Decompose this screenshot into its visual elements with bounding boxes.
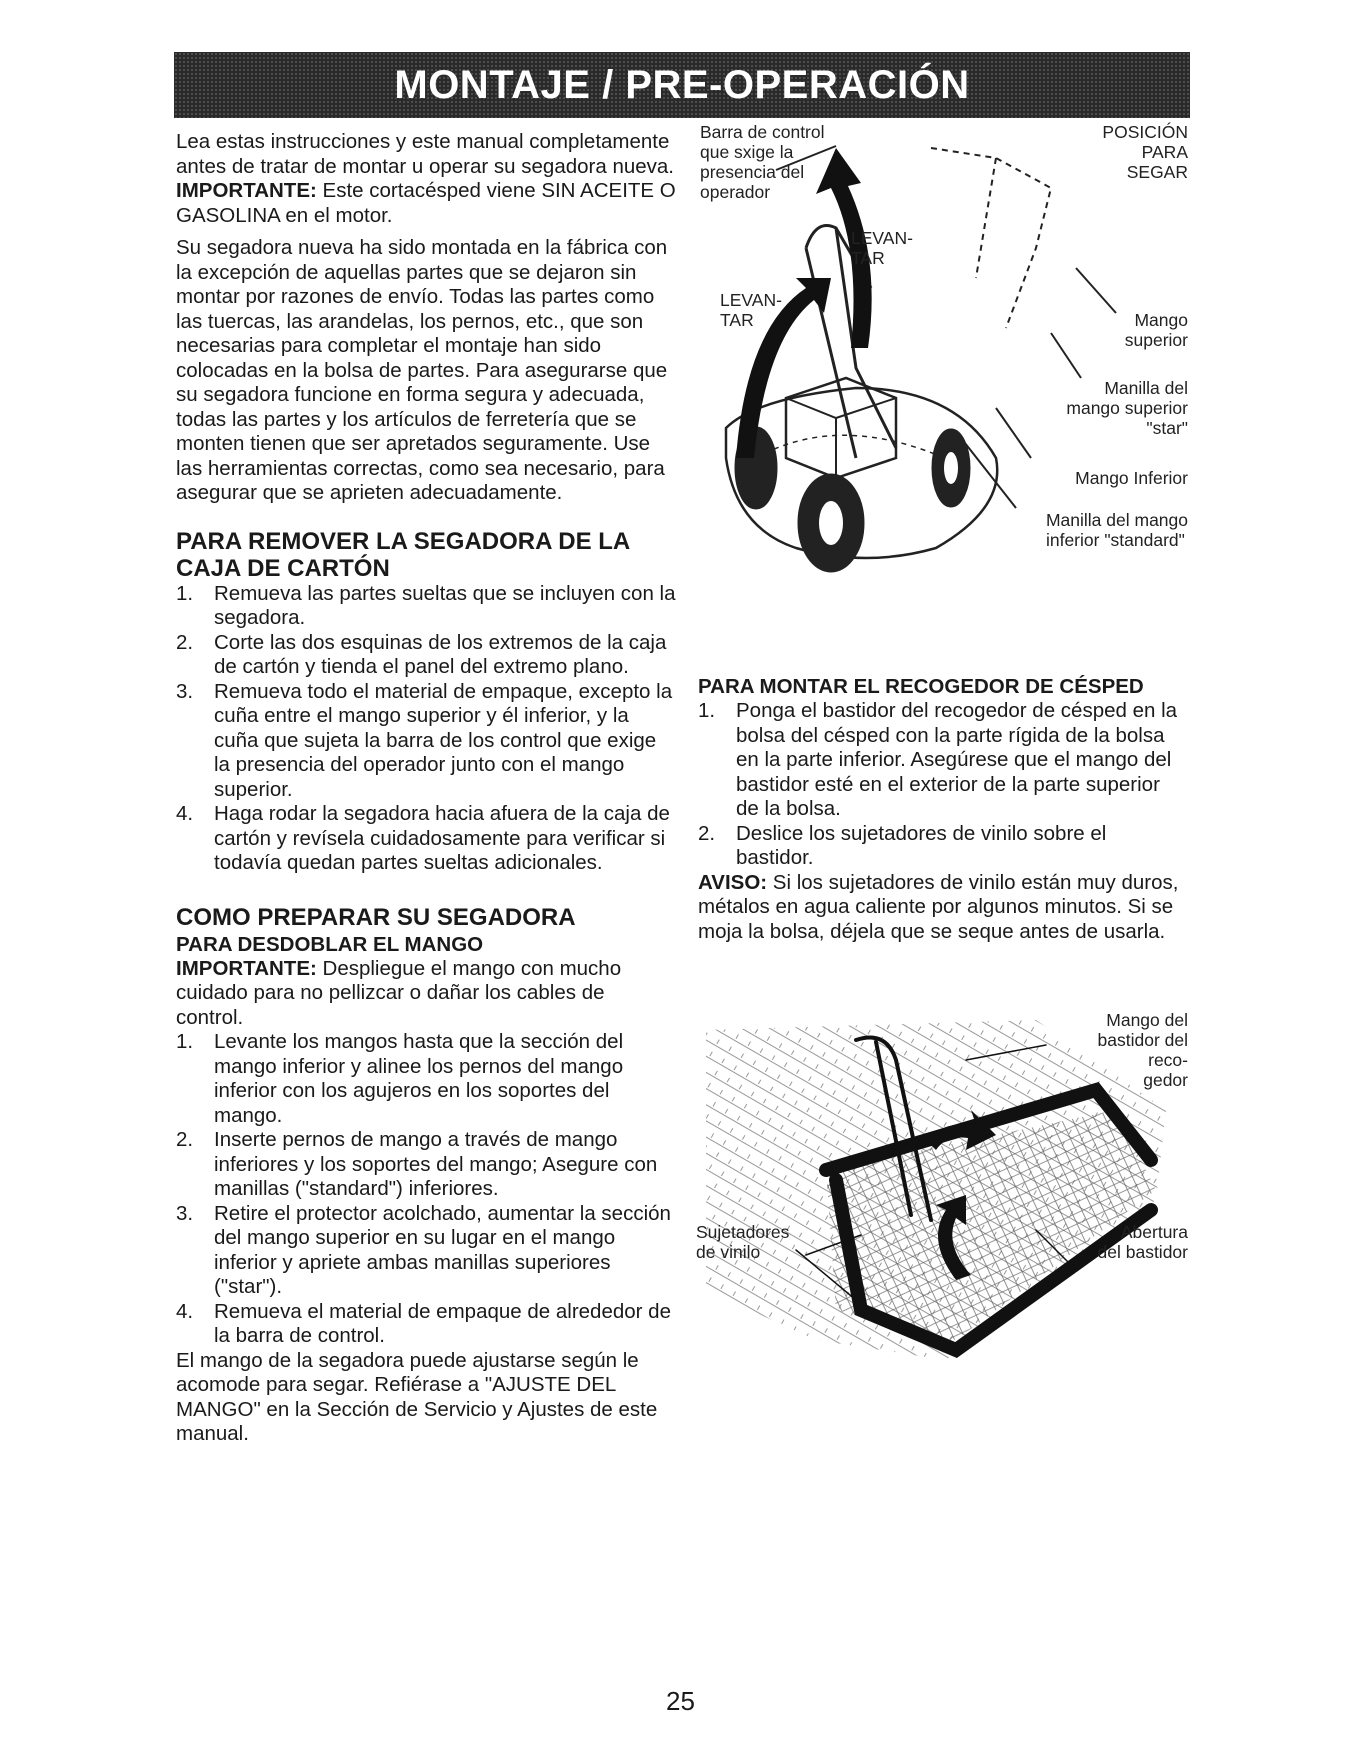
label-lift-lower	[720, 290, 782, 330]
label-lower-knob	[1046, 510, 1188, 550]
step-text: Inserte pernos de mango a través de mango inferiores y los soportes del mango; Asegure con manillas ("standard") inferiores.	[214, 1128, 658, 1200]
step-number: 1.	[698, 699, 716, 722]
label-frame-handle-text: Mango del bastidor del reco- gedor	[1097, 1010, 1188, 1090]
step-text: Corte las dos esquinas de los extremos de la caja de cartón y tienda el panel del extremo plano.	[214, 630, 667, 678]
step-number: 1.	[176, 1030, 194, 1053]
step-text: Levante los mangos hasta que la sección del mango inferior y alinee los pernos del mango inferior con los agujeros en los soportes del mango.	[214, 1030, 624, 1127]
label-lift-upper	[851, 228, 913, 268]
label-upper-knob-text: Manilla del mango superior "star"	[1066, 378, 1188, 438]
list-item	[176, 1128, 676, 1202]
label-upper-handle-text: Mango superior	[1124, 310, 1188, 350]
important-text: Este cortacésped viene SIN ACEITE O GASOLINA en el motor.	[176, 179, 676, 227]
page-title-banner	[174, 52, 1190, 118]
label-control-bar	[700, 122, 825, 202]
list-item	[176, 1030, 676, 1128]
remove-steps	[176, 582, 676, 876]
step-number: 2.	[176, 1128, 194, 1151]
prepare-subheading: PARA DESDOBLAR EL MANGO	[176, 932, 484, 956]
label-upper-handle	[1125, 310, 1188, 350]
step-text: Retire el protector acolchado, aumentar la sección del mango superior en su lugar en el mango inferior y apriete ambas manillas superiores ("star").	[214, 1201, 671, 1298]
list-item	[176, 802, 676, 876]
step-number: 3.	[176, 679, 194, 703]
list-item	[698, 822, 1188, 871]
label-frame-opening	[1098, 1222, 1188, 1262]
label-mowing-position-text: POSICIÓN PARA SEGAR	[1102, 122, 1188, 182]
label-lift-upper-text: LEVAN- TAR	[851, 228, 913, 268]
step-number: 4.	[176, 802, 194, 825]
intro-paragraph: Lea estas instrucciones y este manual completamente antes de tratar de montar u operar su segadora nueva.	[176, 130, 675, 178]
step-number: 2.	[176, 630, 194, 654]
label-frame-opening-text: Abertura del bastidor	[1097, 1222, 1188, 1262]
notice-text: Si los sujetadores de vinilo están muy duros, métalos en agua caliente por algunos minutos. Si se moja la bolsa, déjela que se seque antes de usarla.	[698, 870, 1179, 943]
important-label: IMPORTANTE:	[176, 179, 317, 202]
step-text: Haga rodar la segadora hacia afuera de la caja de cartón y revísela cuidadosamente para verificar si todavía quedan partes sueltas adicionales.	[214, 802, 670, 874]
label-vinyl-clips	[696, 1222, 789, 1262]
left-column	[176, 130, 676, 1447]
list-item	[176, 1300, 676, 1349]
notice-label: AVISO:	[698, 870, 768, 894]
step-number: 2.	[698, 821, 716, 845]
intro-important	[176, 179, 676, 228]
prepare-heading: COMO PREPARAR SU SEGADORA	[176, 903, 576, 931]
important-label: IMPORTANTE:	[176, 956, 317, 980]
label-lower-handle	[1075, 468, 1188, 488]
list-item	[176, 631, 676, 680]
list-item	[176, 680, 676, 803]
step-text: Deslice los sujetadores de vinilo sobre el bastidor.	[736, 821, 1107, 869]
list-item	[176, 1202, 676, 1300]
remove-heading: PARA REMOVER LA SEGADORA DE LA CAJA DE CARTÓN	[176, 527, 630, 582]
grass-heading: PARA MONTAR EL RECOGEDOR DE CÉSPED	[698, 675, 1144, 698]
right-column	[698, 675, 1188, 944]
grass-notice	[698, 871, 1188, 945]
label-mowing-position	[1102, 122, 1188, 182]
label-vinyl-clips-text: Sujetadores de vinilo	[696, 1222, 790, 1262]
step-text: Remueva las partes sueltas que se incluyen con la segadora.	[214, 581, 676, 629]
step-number: 1.	[176, 581, 194, 605]
label-lift-lower-text: LEVAN- TAR	[720, 290, 782, 330]
step-text: Ponga el bastidor del recogedor de césped en la bolsa del césped con la parte rígida de la bolsa en la parte inferior. Asegúrese que el mango del bastidor esté en el exterior de la parte superior de la bolsa.	[736, 699, 1178, 820]
grass-catcher-figure	[696, 1010, 1190, 1430]
label-control-bar-text: Barra de control que sxige la presencia del operador	[700, 122, 825, 202]
page-number: 25	[666, 1686, 695, 1716]
label-upper-knob	[1066, 378, 1188, 438]
page-title: MONTAJE / PRE-OPERACIÓN	[394, 62, 970, 107]
list-item	[176, 582, 676, 631]
step-number: 3.	[176, 1201, 194, 1225]
label-lower-handle-text: Mango Inferior	[1075, 468, 1188, 488]
list-item	[698, 699, 1188, 822]
label-lower-knob-text: Manilla del mango inferior "standard"	[1045, 510, 1188, 550]
prepare-closing: El mango de la segadora puede ajustarse según le acomode para segar. Refiérase a "AJUSTE DEL MANGO" en la Sección de Servicio y Ajustes de este manual.	[176, 1348, 658, 1445]
mower-figure	[696, 122, 1190, 628]
step-text: Remueva todo el material de empaque, excepto la cuña entre el mango superior y él inferior, y la cuña que sujeta la barra de los control que exige la presencia del operador junto con el mango superior.	[214, 679, 673, 801]
important-text: Despliegue el mango con mucho cuidado para no pellizcar o dañar los cables de control.	[176, 956, 622, 1029]
step-text: Remueva el material de empaque de alrededor de la barra de control.	[214, 1299, 671, 1347]
intro-paragraph-2: Su segadora nueva ha sido montada en la fábrica con la excepción de aquellas partes que se dejaron sin montar por razones de envío. Todas las partes como las tuercas, las arandelas, los pernos, etc., que son necesarias para completar el montaje han sido colocadas en la bolsa de partes. Para asegurarse que su segadora funcione en forma segura y adecuada, todas las partes y los artículos de ferretería que se monten tienen que ser apretados seguramente. Use las herramientas correctas, como sea necesario, para asegurar que se aprieten adecuadamente.	[176, 236, 668, 504]
step-number: 4.	[176, 1299, 194, 1323]
label-frame-handle	[1098, 1010, 1188, 1090]
prepare-important	[176, 957, 676, 1031]
grass-steps	[698, 699, 1188, 871]
prepare-steps	[176, 1030, 676, 1349]
